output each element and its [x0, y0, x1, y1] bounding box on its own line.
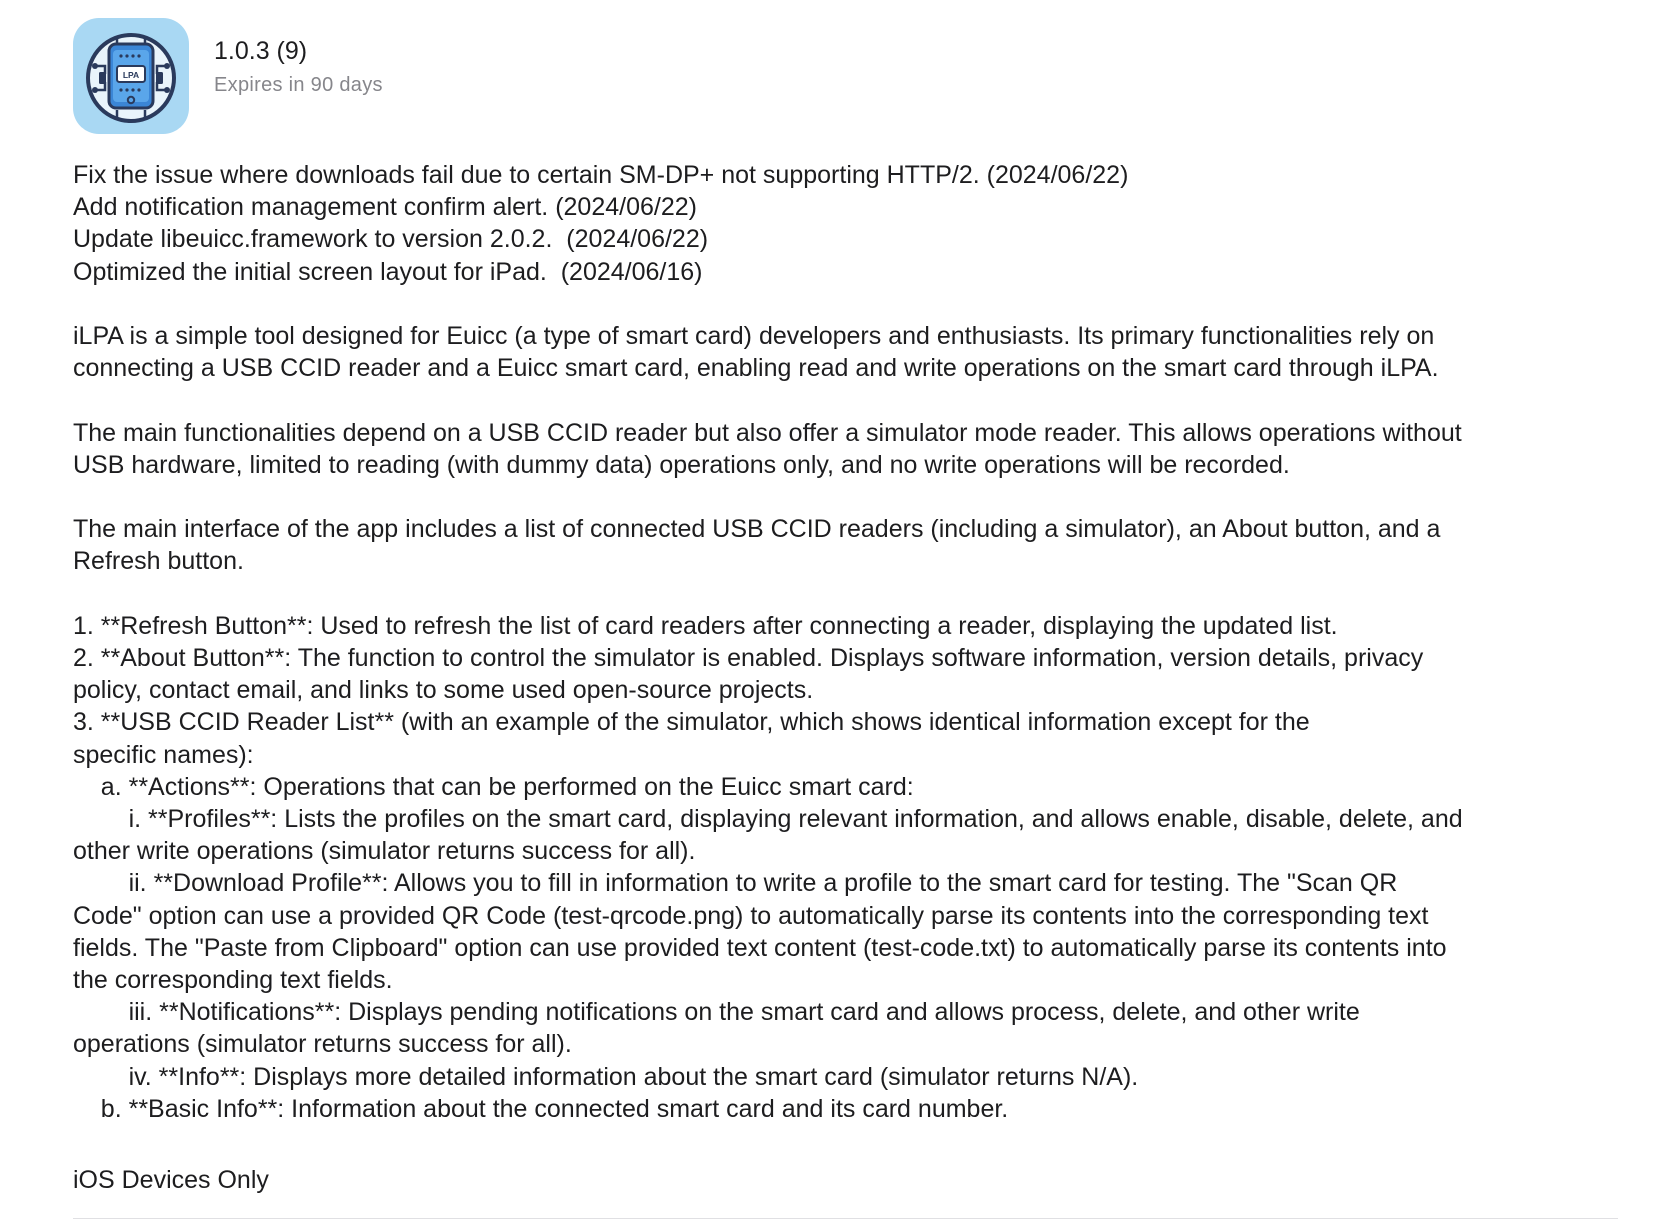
divider	[73, 1218, 1618, 1219]
version-label: 1.0.3 (9)	[214, 37, 308, 65]
expiry-label: Expires in 90 days	[214, 74, 383, 96]
app-header	[73, 18, 383, 134]
version-info	[214, 36, 383, 98]
ilpa-app-icon	[73, 18, 189, 134]
release-notes-text: Fix the issue where downloads fail due to certain SM-DP+ not supporting HTTP/2. (2024/06/22) Add notification management confirm alert. (2024/06/22) Update libeuicc.framework to version 2.0.2. (2024/06/22) Optimized the initial screen layout for iPad. (2024/06/16) iLPA is a simple tool designed for Euicc (a type of smart card) developers and enthusiasts. Its primary functionalities rely on connecting a USB CCID reader and a Euicc smart card, enabling read and write operations on the smart card through iLPA. The main functionalities depend on a USB CCID reader but also offer a simulator mode reader. This allows operations without USB hardware, limited to reading (with dummy data) operations only, and no write operations will be recorded. The main interface of the app includes a list of connected USB CCID readers (including a simulator), an About button, and a Refresh button. 1. **Refresh Button**: Used to refresh the list of card readers after connecting a reader, displaying the updated list. 2. **About Button**: The function to control the simulator is enabled. Displays software information, version details, privacy policy, contact email, and links to some used open-source projects. 3. **USB CCID Reader List** (with an example of the simulator, which shows identical information except for the specific names): a. **Actions**: Operations that can be performed on the Euicc smart card: i. **Profiles**: Lists the profiles on the smart card, displaying relevant information, and allows enable, disable, delete, and other write operations (simulator returns success for all). ii. **Download Profile**: Allows you to fill in information to write a profile to the smart card for testing. The "Scan QR Code" option can use a provided QR Code (test-qrcode.png) to automatically parse its contents into the corresponding text fields. The "Paste from Clipboard" option can use provided text content (test-code.txt) to automatically parse its contents into the corresponding text fields. iii. **Notifications**: Displays pending notifications on the smart card and allows process, delete, and other write operations (simulator returns success for all). iv. **Info**: Displays more detailed information about the smart card (simulator returns N/A). b. **Basic Info**: Information about the connected smart card and its card number.	[73, 161, 1463, 1123]
icon-label: LPA	[122, 70, 140, 80]
sim-card-icon	[73, 18, 189, 134]
platform-label: iOS Devices Only	[73, 1166, 269, 1194]
